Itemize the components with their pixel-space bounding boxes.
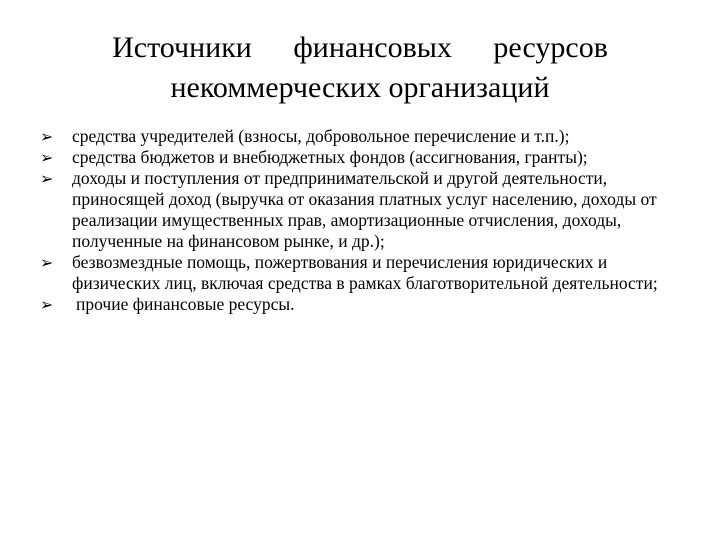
list-item <box>40 168 690 252</box>
arrowhead-bullet-icon: ➢ <box>40 295 54 314</box>
list-item <box>40 294 690 315</box>
bullet-text: средства учредителей (взносы, добровольное перечисление и т.п.); <box>72 126 570 146</box>
title-line-1: Источники финансовых ресурсов <box>112 31 608 64</box>
bullet-text: прочие финансовые ресурсы. <box>76 294 295 314</box>
bullet-text: средства бюджетов и внебюджетных фондов (ассигнования, гранты); <box>72 147 588 167</box>
arrowhead-bullet-icon: ➢ <box>40 148 54 167</box>
bullet-text: доходы и поступления от предпринимательской и другой деятельности, приносящей доход (выручка от оказания платных услуг населению, доходы от реализации имущественных прав, амортизационные отчисления, доходы, полученные на финансовом рынке, и др.); <box>72 168 657 251</box>
title-line-2: некоммерческих организаций <box>170 71 550 104</box>
slide-title <box>40 28 680 108</box>
arrowhead-bullet-icon: ➢ <box>40 253 54 272</box>
arrowhead-bullet-icon: ➢ <box>40 169 54 188</box>
arrowhead-bullet-icon: ➢ <box>40 127 54 146</box>
list-item <box>40 126 690 147</box>
list-item <box>40 252 690 294</box>
list-item <box>40 147 690 168</box>
bullet-list <box>40 126 690 315</box>
bullet-text: безвозмездные помощь, пожертвования и перечисления юридических и физических лиц, включая средства в рамках благотворительной деятельности; <box>72 252 658 293</box>
